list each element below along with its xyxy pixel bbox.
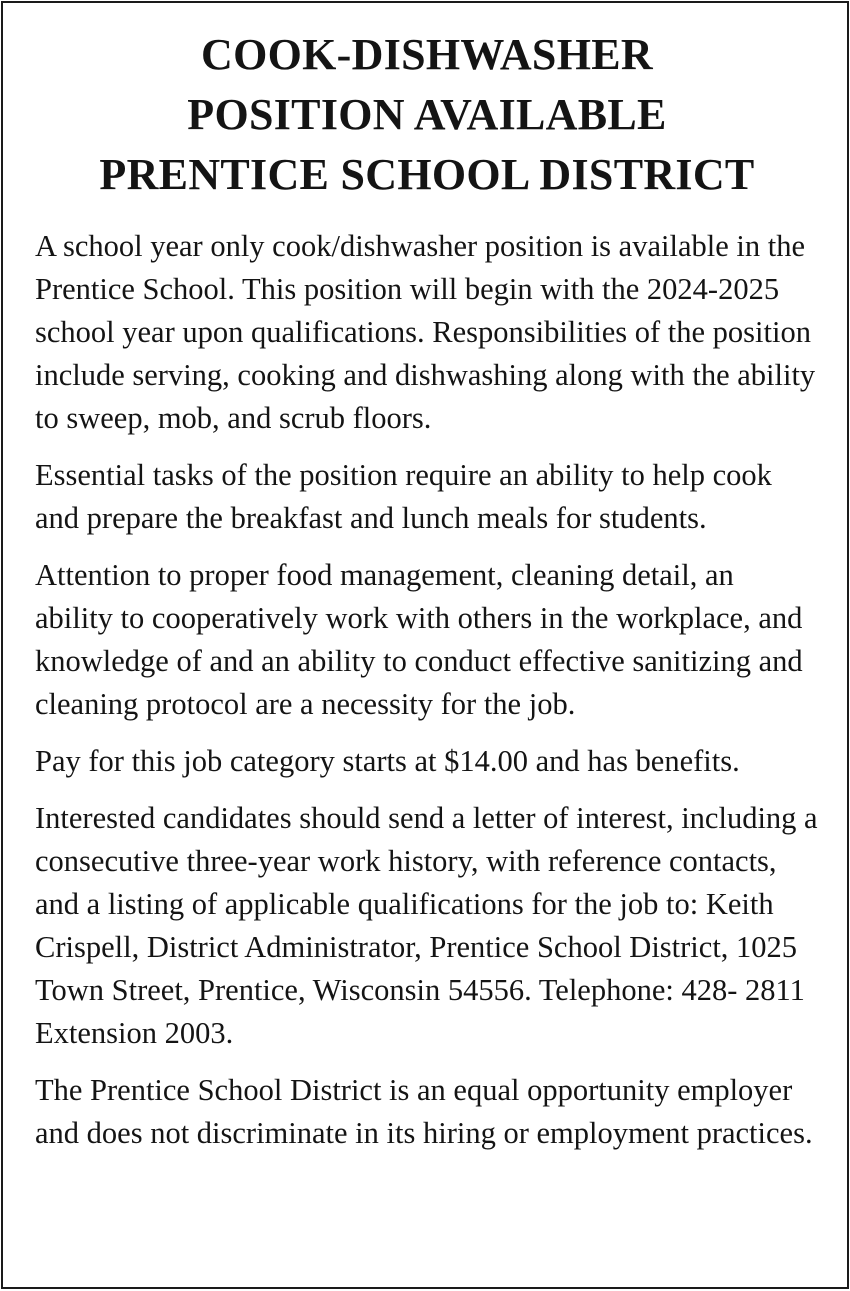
heading-line-district: PRENTICE SCHOOL DISTRICT bbox=[99, 150, 755, 199]
pay-paragraph: Pay for this job category starts at $14.00 and has benefits. bbox=[35, 744, 740, 778]
equal-opportunity-paragraph: The Prentice School District is an equal opportunity employer and does not discriminate in its hiring or employment practices. bbox=[35, 1073, 813, 1150]
application-paragraph: Interested candidates should send a letter of interest, including a consecutive three-year work history, with reference contacts, and a listing of applicable qualifications for the job to: Keith Crispell, District Administrator, Prentice School District, 1025 Town Street, Prentice, Wisconsin 54556. Telephone: 428- 2811 Extension 2003. bbox=[35, 801, 818, 1050]
intro-paragraph: A school year only cook/dishwasher position is available in the Prentice School. This position will begin with the 2024-2025 school year upon qualifications. Responsibilities of the position include serving, cooking and dishwashing along with the ability to sweep, mob, and scrub floors. bbox=[35, 229, 816, 435]
attention-paragraph: Attention to proper food management, cleaning detail, an ability to cooperatively work with others in the workplace, and knowledge of and an ability to conduct effective sanitizing and cleaning protocol are a necessity for the job. bbox=[35, 558, 803, 721]
heading-line-job-title: COOK-DISHWASHER bbox=[201, 30, 653, 79]
essential-tasks-paragraph: Essential tasks of the position require an ability to help cook and prepare the breakfast and lunch meals for students. bbox=[35, 458, 772, 535]
job-advertisement bbox=[1, 1, 849, 1289]
ad-heading bbox=[35, 25, 819, 205]
heading-line-availability: POSITION AVAILABLE bbox=[187, 90, 667, 139]
